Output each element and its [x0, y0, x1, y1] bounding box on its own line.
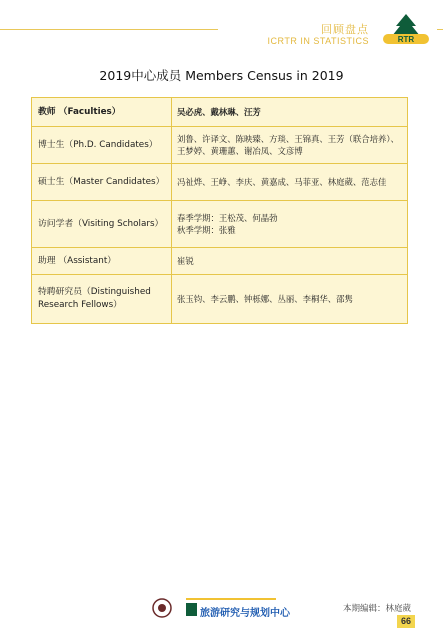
header-rule-right [437, 29, 443, 30]
header-rule-left [0, 29, 218, 30]
members-table [31, 97, 408, 324]
row-label: 助理 （Assistant） [32, 248, 172, 275]
row-label: 教师 （Faculties） [32, 98, 172, 127]
row-label: 博士生（Ph.D. Candidates） [32, 127, 172, 164]
row-label: 特聘研究员（Distinguished Research Fellows） [32, 275, 172, 324]
editor-credit: 本期编辑：林庭葳 [342, 604, 411, 614]
section-title-cn: 回顾盘点 [321, 23, 369, 36]
row-value: 张玉钧、李云鹏、钟栎娜、丛丽、李桐华、邵隽 [172, 275, 408, 324]
page-number: 66 [397, 615, 415, 628]
section-title-en: ICRTR IN STATISTICS [267, 36, 369, 46]
table-row [32, 98, 408, 127]
table-row [32, 127, 408, 164]
table-row [32, 164, 408, 201]
row-value: 春季学期：王松茂、何晶勃 秋季学期：张雅 [172, 201, 408, 248]
footer-org-name: 旅游研究与规划中心 [200, 608, 290, 619]
row-value: 冯祉烨、王峥、李庆、黄嘉成、马菲亚、林庭葳、范志佳 [172, 164, 408, 201]
table-row [32, 201, 408, 248]
row-value: 吴必虎、戴林琳、汪芳 [172, 98, 408, 127]
row-label: 访问学者（Visiting Scholars） [32, 201, 172, 248]
table-row [32, 248, 408, 275]
icrtr-logo [379, 12, 433, 52]
page-title: 2019中心成员 Members Census in 2019 [99, 68, 344, 83]
table-row [32, 275, 408, 324]
row-value: 刘鲁、许译文、陈映臻、方琰、王锦真、王芳（联合培养）、王梦婷、黄珊蕙、谢冶凤、文彦博 [172, 127, 408, 164]
row-label: 硕士生（Master Candidates） [32, 164, 172, 201]
row-value: 崔锐 [172, 248, 408, 275]
svg-text:RTR: RTR [397, 35, 415, 44]
